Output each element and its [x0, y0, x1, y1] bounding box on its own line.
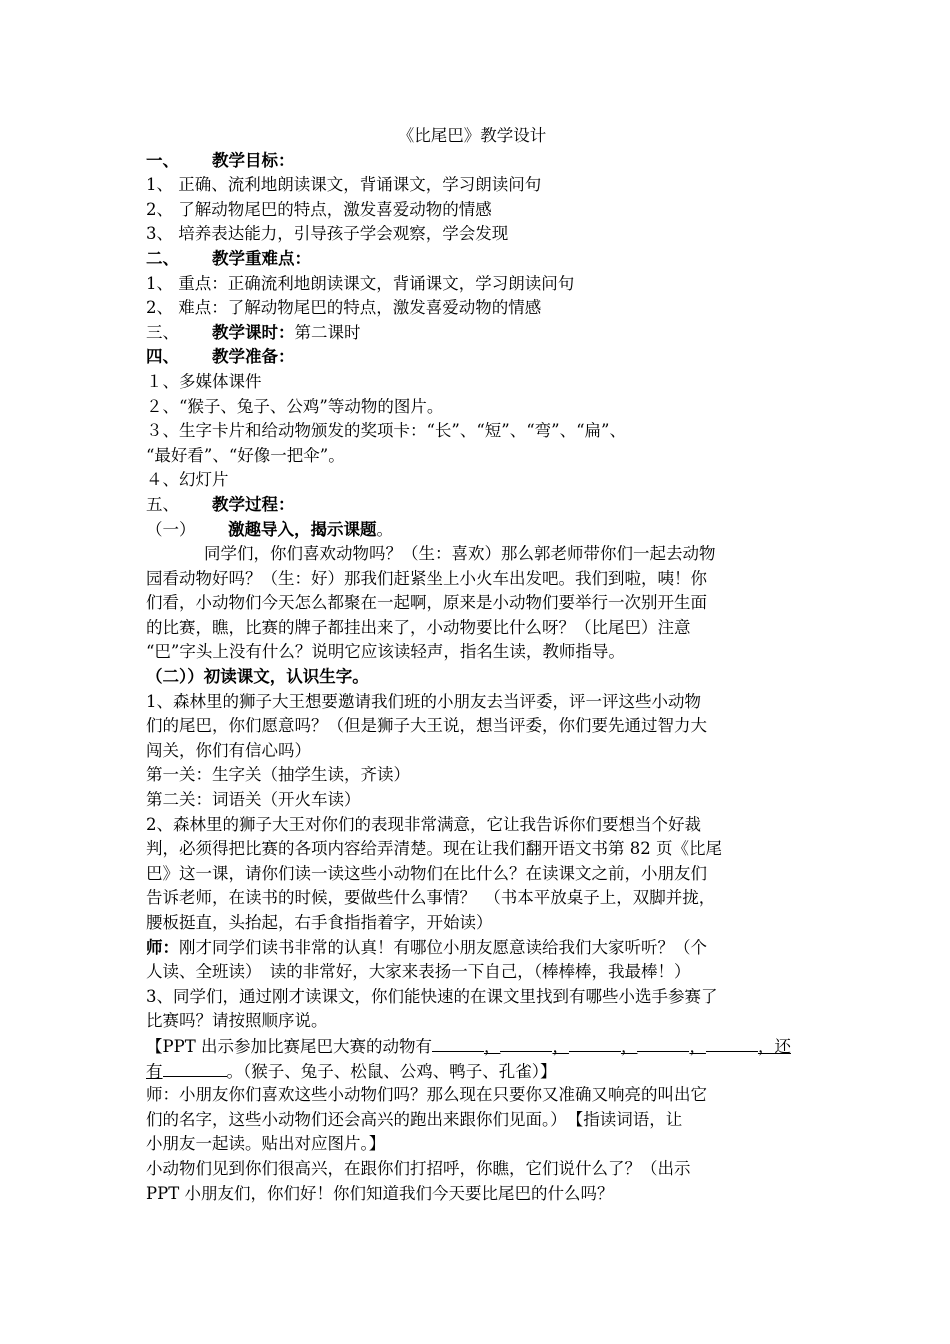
blank-separator: ， [483, 1036, 501, 1056]
section-number: 五、 [146, 494, 179, 514]
document-title: 《比尾巴》教学设计 [397, 126, 547, 145]
blank-tail: ，还 [757, 1036, 791, 1056]
prep-item: ４、幻灯片 [146, 470, 229, 490]
section-title: 教学过程： [212, 494, 295, 514]
paragraph-line: 闯关，你们有信心吗） [146, 740, 311, 760]
prep-item: ２、“猴子、兔子、公鸡”等动物的图片。 [146, 396, 444, 416]
teacher-line [146, 936, 818, 961]
part-1-heading [146, 518, 818, 543]
section-3-heading [146, 321, 818, 346]
part-number: （一） [146, 519, 196, 539]
fill-blank [706, 1034, 758, 1052]
paragraph-line: 第二关：词语关（开火车读） [146, 790, 361, 810]
blank-separator: ， [620, 1036, 638, 1056]
fill-blank [637, 1034, 689, 1052]
goal-item: 1、 正确、流利地朗读课文，背诵课文，学习朗读问句 [146, 175, 542, 195]
paragraph-line: 人读、全班读） 读的非常好，大家来表扬一下自己，（棒棒棒，我最棒！） [146, 962, 691, 982]
teacher-text: 刚才同学们读书非常的认真！有哪位小朋友愿意读给我们大家听听？（个 [179, 937, 707, 957]
fill-blank [432, 1034, 484, 1052]
paragraph-line: PPT 小朋友们，你们好！你们知道我们今天要比尾巴的什么吗？ [146, 1183, 614, 1203]
paragraph-line: 小动物们见到你们很高兴，在跟你们打招呼，你瞧，它们说什么了？（出示 [146, 1158, 691, 1178]
prep-item: ３、生字卡片和给动物颁发的奖项卡：“长”、“短”、“弯”、“扁”、 [146, 421, 626, 441]
blank-separator: ， [552, 1036, 569, 1056]
goal-item: 3、 培养表达能力，引导孩子学会观察，学会发现 [146, 224, 509, 244]
goal-item: 2、 了解动物尾巴的特点，激发喜爱动物的情感 [146, 199, 492, 219]
section-5-heading [146, 493, 818, 518]
document-page [146, 124, 818, 1206]
ppt-prompt: 【PPT 出示参加比赛尾巴大赛的动物有 [146, 1036, 432, 1056]
part-2-heading: （二））初读课文，认识生字。 [146, 667, 369, 687]
paragraph-line: 的比赛，瞧，比赛的牌子都挂出来了，小动物要比什么呀？（比尾巴）注意 [146, 617, 691, 637]
fill-blank [163, 1059, 227, 1077]
paragraph-line: 第一关：生字关（抽学生读，齐读） [146, 765, 410, 785]
teacher-label: 师： [146, 937, 179, 957]
section-number: 四、 [146, 347, 179, 367]
paragraph-line: 同学们，你们喜欢动物吗？（生：喜欢）那么郭老师带你们一起去动物 [204, 544, 716, 564]
section-4-heading [146, 345, 818, 370]
section-title: 教学重难点： [212, 248, 311, 268]
section-title: 教学准备： [212, 347, 295, 367]
paragraph-line: 们的尾巴，你们愿意吗？（但是狮子大王说，想当评委，你们要先通过智力大 [146, 716, 707, 736]
ppt-prompt-continued: 有 [146, 1061, 163, 1081]
paragraph-line: 3、同学们，通过刚才读课文，你们能快速的在课文里找到有哪些小选手参赛了 [146, 986, 718, 1006]
section-1-heading [146, 149, 818, 174]
prep-item: １、多媒体课件 [146, 371, 262, 391]
key-point-item: 1、 重点：正确流利地朗读课文，背诵课文，学习朗读问句 [146, 273, 575, 293]
section-number: 一、 [146, 150, 179, 170]
key-point-item: 2、 难点：了解动物尾巴的特点，激发喜爱动物的情感 [146, 298, 542, 318]
paragraph-line: 判，必须得把比赛的各项内容给弄清楚。现在让我们翻开语文书第 82 页《比尾 [146, 839, 722, 859]
paragraph-line: 巴》这一课，请你们读一读这些小动物们在比什么？在读课文之前，小朋友们 [146, 863, 707, 883]
paragraph-line: 小朋友一起读。贴出对应图片。】 [146, 1134, 386, 1154]
paragraph-line: 们的名字，这些小动物们还会高兴的跑出来跟你们见面。） 【指读词语，让 [146, 1109, 683, 1129]
paragraph-line: 告诉老师，在读书的时候，要做些什么事情？ （书本平放桌子上，双脚并拢， [146, 888, 716, 908]
ppt-answer: 。（猴子、兔子、松鼠、公鸡、鸭子、孔雀）】 [226, 1061, 557, 1081]
fill-blank [500, 1034, 552, 1052]
paragraph-line: 1、森林里的狮子大王想要邀请我们班的小朋友去当评委，评一评这些小动物 [146, 691, 701, 711]
paragraph-line: 师：小朋友你们喜欢这些小动物们吗？那么现在只要你又准确又响亮的叫出它 [146, 1085, 707, 1105]
prep-item-continued: “最好看”、“好像一把伞”。 [146, 445, 345, 465]
section-title: 教学目标： [212, 150, 295, 170]
section-number: 二、 [146, 248, 179, 268]
section-number: 三、 [146, 322, 179, 342]
section-2-heading [146, 247, 818, 272]
paragraph-line: 腰板挺直，头抬起，右手食指指着字，开始读） [146, 913, 493, 932]
ppt-fill-line-2 [146, 1059, 818, 1084]
blank-separator: ， [689, 1036, 706, 1056]
part-title-tail: 。 [376, 519, 393, 539]
section-value: 第二课时 [294, 322, 361, 342]
paragraph-line: 园看动物好吗？（生：好）那我们赶紧坐上小火车出发吧。我们到啦，咦！你 [146, 568, 707, 588]
part-title: 激趣导入，揭示课题 [228, 519, 377, 539]
fill-blank [569, 1034, 621, 1052]
paragraph-line: 们看，小动物们今天怎么都聚在一起啊，原来是小动物们要举行一次别开生面 [146, 593, 707, 613]
paragraph-line: 2、森林里的狮子大王对你们的表现非常满意，它让我告诉你们要想当个好裁 [146, 814, 701, 834]
ppt-fill-line-1 [146, 1034, 818, 1059]
section-title: 教学课时： [212, 322, 295, 342]
paragraph-line: “巴”字头上没有什么？说明它应该读轻声，指名生读，教师指导。 [146, 642, 625, 662]
paragraph-line: 比赛吗？请按照顺序说。 [146, 1011, 328, 1031]
